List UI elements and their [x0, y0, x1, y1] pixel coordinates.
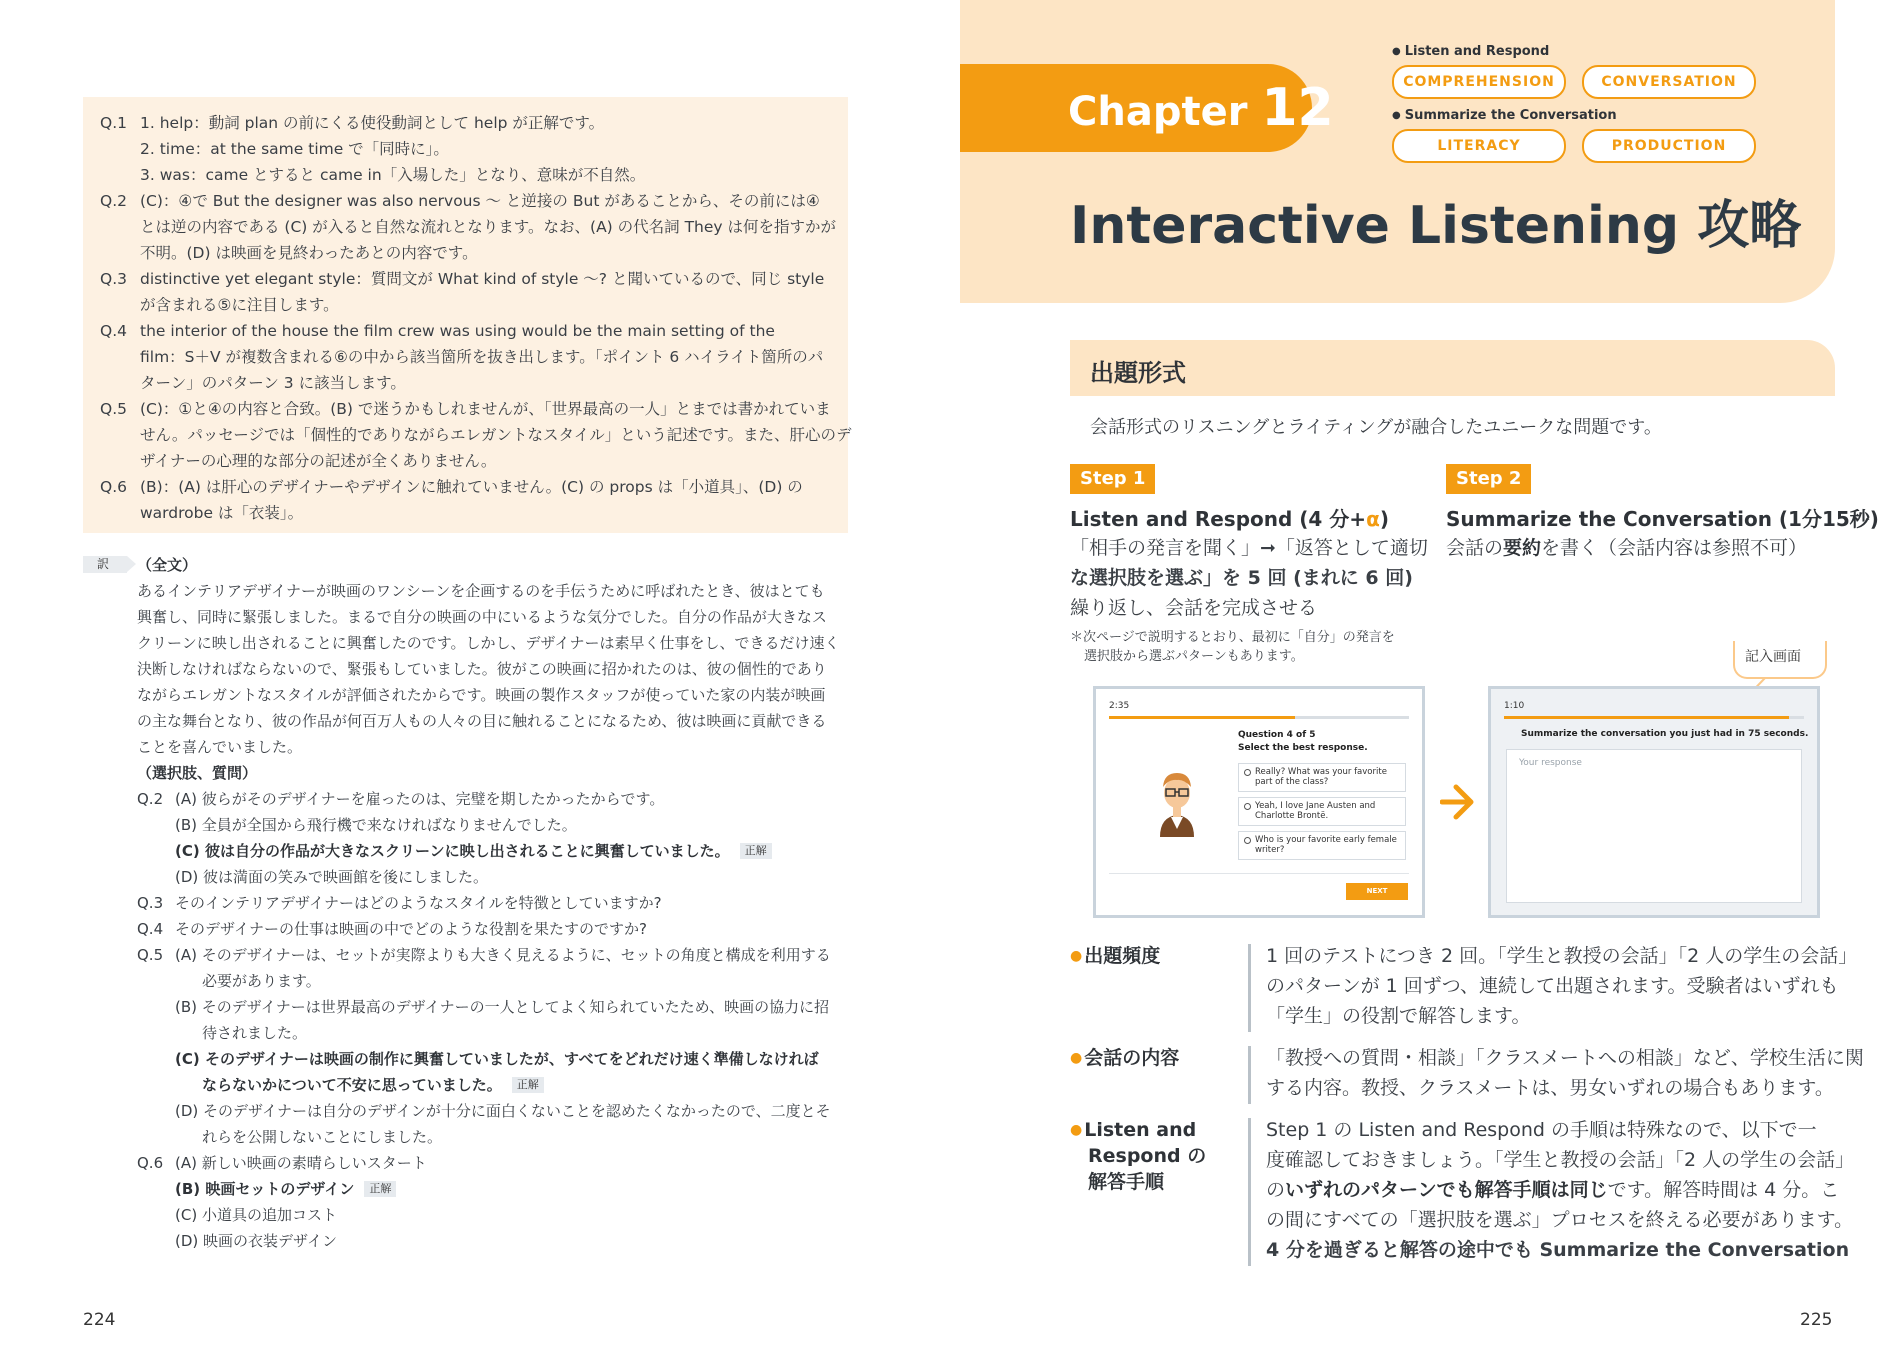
choice-qnum: Q.2: [137, 790, 164, 808]
info-line: の間にすべての「選択肢を選ぶ」プロセスを終える必要があります。: [1266, 1209, 1854, 1231]
mock2-prompt: Summarize the conversation you just had in 75 seconds.: [1521, 729, 1809, 739]
bullet-dot: ●: [1070, 948, 1083, 964]
info-label-content: [1070, 1045, 1179, 1071]
full-text-line: 興奮し、同時に緊張しました。まるで自分の映画の中にいるような気分でした。自分の作品が大きなス: [137, 608, 827, 626]
answer-line: (B)：(A) は肝心のデザイナーやデザインに触れていません。(C) の props は「小道具」、(D) の: [140, 478, 803, 496]
chapter-word: Chapter: [1068, 89, 1248, 135]
answer-line: (C)：④で But the designer was also nervous ～ と逆接の But があることから、その前には④: [140, 192, 820, 210]
mock2-timer: 1:10: [1504, 701, 1525, 711]
answer-line: (C)：①と④の内容と合致。(B) で迷うかもしれませんが、「世界最高の一人」とまでは書かれていま: [140, 400, 831, 418]
info-divider: [1248, 1046, 1251, 1104]
info-text: の: [1266, 1179, 1286, 1201]
choice-text: ならないかについて不安に思っていました。: [202, 1076, 502, 1094]
answer-line: wardrobe は「衣装」。: [140, 504, 304, 522]
chapter-badge: [960, 64, 1334, 152]
choice-line: (C) 小道具の追加コスト: [175, 1206, 337, 1224]
translation-tag: 訳: [83, 556, 127, 573]
choices-heading: （選択肢、質問）: [137, 764, 258, 782]
choice-text: (B) 映画セットのデザイン: [175, 1180, 355, 1198]
callout-label: 記入画面: [1745, 649, 1801, 665]
choice-line: 必要があります。: [202, 972, 321, 990]
response-option[interactable]: Yeah, I love Jane Austen and Charlotte Brontë.: [1238, 797, 1406, 826]
info-label-text: 会話の内容: [1084, 1047, 1180, 1069]
choice-line: [175, 1176, 396, 1202]
step2-bold: 要約: [1503, 537, 1542, 559]
page-number-right: 225: [1800, 1310, 1833, 1330]
choice-qnum: Q.4: [137, 920, 164, 938]
answer-line: distinctive yet elegant style：質問文が What kind of style ～? と聞いているので、同じ style: [140, 270, 825, 288]
mock-screen-listen: [1093, 686, 1425, 918]
alpha-mark: α: [1366, 507, 1380, 531]
section-title: 出題形式: [1090, 359, 1186, 387]
info-bold: いずれのパターンでも解答手順は同じ: [1285, 1179, 1608, 1201]
full-text-line: の主な舞台となり、彼の作品が何百万人もの人々の目に触れることになるため、彼は映画に貢献できる: [137, 712, 827, 730]
next-button[interactable]: NEXT: [1346, 883, 1408, 900]
answer-line: 3. was：came とすると came in「入場した」となり、意味が不自然。: [140, 166, 646, 184]
pill-conversation: CONVERSATION: [1582, 65, 1756, 99]
pill-comprehension: COMPREHENSION: [1392, 65, 1566, 99]
answer-line: ザイナーの心理的な部分の記述が全くありません。: [140, 452, 497, 470]
pill-literacy: LITERACY: [1392, 129, 1566, 163]
mock1-progress-fill: [1109, 716, 1295, 719]
answer-line: ターン」のパターン 3 に該当します。: [140, 374, 406, 392]
choice-line: 待されました。: [202, 1024, 308, 1042]
info-text: です。解答時間は 4 分。こ: [1607, 1179, 1840, 1201]
answer-line: the interior of the house the film crew was using would be the main setting of the: [140, 322, 775, 340]
info-label-procedure-3: 解答手順: [1088, 1171, 1165, 1193]
step2-tag: Step 2: [1446, 464, 1531, 494]
choice-line: そのインテリアデザイナーはどのようなスタイルを特徴としていますか?: [175, 894, 662, 912]
mock2-progress-fill: [1504, 716, 1789, 719]
response-option[interactable]: Really? What was your favorite part of the class?: [1238, 763, 1406, 792]
mock1-instruction: Select the best response.: [1238, 743, 1368, 753]
step1-heading-text: Listen and Respond (4 分+: [1070, 507, 1367, 531]
choice-line: (B) 全員が全国から飛行機で来なければなりませんでした。: [175, 816, 577, 834]
choice-line: (A) 彼らがそのデザイナーを雇ったのは、完璧を期したかったからです。: [175, 790, 665, 808]
choice-line: (D) 映画の衣装デザイン: [175, 1232, 337, 1250]
full-text-line: ことを喜んでいました。: [137, 738, 303, 756]
choice-qnum: Q.5: [137, 946, 164, 964]
mock1-progress-track: [1109, 716, 1409, 719]
answer-line: 2. time：at the same time で「同時に」。: [140, 140, 449, 158]
step1-note: ＊次ページで説明するとおり、最初に「自分」の発言を: [1070, 630, 1395, 645]
answer-line: とは逆の内容である (C) が入ると自然な流れとなります。なお、(A) の代名詞 They は何を指すかが: [140, 218, 837, 236]
bullet-dot: ●: [1070, 1122, 1083, 1138]
step1-tag: Step 1: [1070, 464, 1155, 494]
full-text-line: あるインテリアデザイナーが映画のワンシーンを企画するのを手伝うために呼ばれたとき、彼はとても: [137, 582, 825, 600]
info-line: 「教授への質問・相談」「クラスメートへの相談」など、学校生活に関: [1266, 1047, 1864, 1069]
arrow-right-icon: [1440, 782, 1474, 822]
choice-line: (D) そのデザイナーは自分のデザインが十分に面白くないことを認めたくなかったので、二度とそ: [175, 1102, 831, 1120]
mock-screen-summarize: [1488, 686, 1820, 918]
choice-line: そのデザイナーの仕事は映画の中でどのような役割を果たすのですか?: [175, 920, 647, 938]
info-label-procedure-2: Respond の: [1088, 1145, 1207, 1167]
answer-line: せん。パッセージでは「個性的でありながらエレガントなスタイル」という記述です。また、肝心のデ: [140, 426, 852, 444]
choice-line: れらを公開しないことにしました。: [202, 1128, 443, 1146]
mock1-question: Question 4 of 5: [1238, 730, 1316, 740]
page-title: Interactive Listening 攻略: [1070, 196, 1802, 256]
choice-line: (A) 新しい映画の素晴らしいスタート: [175, 1154, 427, 1172]
pill-production: PRODUCTION: [1582, 129, 1756, 163]
info-line: のパターンが 1 回ずつ、連続して出題されます。受験者はいずれも: [1266, 975, 1839, 997]
step2-line: [1446, 533, 1807, 563]
step1-note: 選択肢から選ぶパターンもあります。: [1084, 649, 1304, 664]
full-text-line: クリーンに映し出されることに興奮したのです。しかし、デザイナーは素早く仕事をし、できるだけ速く: [137, 634, 840, 652]
choice-line: (D) 彼は満面の笑みで映画館を後にしました。: [175, 868, 489, 886]
bullet-dot: ●: [1070, 1050, 1083, 1066]
step2-heading: Summarize the Conversation (1分15秒): [1446, 507, 1879, 531]
info-line: Step 1 の Listen and Respond の手順は特殊なので、以下で一: [1266, 1119, 1817, 1141]
answer-line: が含まれる⑤に注目します。: [140, 296, 339, 314]
full-text-heading: （全文）: [137, 556, 198, 574]
choice-qnum: Q.3: [137, 894, 164, 912]
answer-line: 1. help：動詞 plan の前にくる使役動詞として help が正解です。: [140, 114, 605, 132]
correct-badge: 正解: [740, 843, 772, 859]
step1-line: 繰り返し、会話を完成させる: [1070, 597, 1318, 619]
choice-line: (C) そのデザイナーは映画の制作に興奮していましたが、すべてをどれだけ速く準備しなければ: [175, 1050, 819, 1068]
choice-text: (C) 彼は自分の作品が大きなスクリーンに映し出されることに興奮していました。: [175, 842, 730, 860]
step2-text: を書く（会話内容は参照不可）: [1541, 537, 1808, 559]
response-textarea[interactable]: [1506, 749, 1802, 903]
info-label-text: 出題頻度: [1084, 945, 1161, 967]
answer-line: film：S＋V が複数含まれる⑥の中から該当箇所を抜き出します。「ポイント 6 ハイライト箇所のパ: [140, 348, 824, 366]
info-line: [1266, 1175, 1839, 1205]
mock1-divider: [1109, 873, 1409, 874]
info-label-frequency: [1070, 943, 1160, 969]
choice-line: (A) そのデザイナーは、セットが実際よりも大きく見えるように、セットの角度と構成を利用する: [175, 946, 831, 964]
info-label-text: Listen and: [1084, 1119, 1197, 1141]
category-label-summarize: ● Summarize the Conversation: [1392, 108, 1617, 123]
info-line: する内容。教授、クラスメートは、男女いずれの場合もあります。: [1266, 1077, 1834, 1099]
section-bar: [1070, 340, 1835, 396]
choice-line: [175, 838, 772, 864]
correct-badge: 正解: [364, 1181, 396, 1197]
full-text-line: ながらエレガントなスタイルが評価されたからです。映画の製作スタッフが使っていた家の内装が映画: [137, 686, 826, 704]
answer-line: 不明。(D) は映画を見終わったあとの内容です。: [140, 244, 478, 262]
correct-badge: 正解: [512, 1077, 544, 1093]
step1-line: な選択肢を選ぶ」を 5 回 (まれに 6 回): [1070, 567, 1413, 589]
chapter-number: 12: [1261, 78, 1334, 138]
mock2-progress-track: [1504, 716, 1804, 719]
info-divider: [1248, 944, 1251, 1032]
category-label-listen: ● Listen and Respond: [1392, 44, 1549, 59]
response-option[interactable]: Who is your favorite early female writer?: [1238, 831, 1406, 860]
step1-heading-close: ): [1379, 507, 1389, 531]
page-number-left: 224: [83, 1310, 116, 1330]
lead-text: 会話形式のリスニングとライティングが融合したユニークな問題です。: [1090, 417, 1662, 438]
info-line: 「学生」の役割で解答します。: [1266, 1005, 1531, 1027]
info-line: 4 分を過ぎると解答の途中でも Summarize the Conversation: [1266, 1239, 1850, 1261]
full-text-line: 決断しなければならないので、緊張もしていました。彼がこの映画に招かれたのは、彼の個性的であり: [137, 660, 827, 678]
info-label-procedure: [1070, 1117, 1196, 1143]
step2-text: 会話の: [1446, 537, 1504, 559]
info-line: 度確認しておきましょう。「学生と教授の会話」「2 人の学生の会話」: [1266, 1149, 1855, 1171]
response-placeholder: Your response: [1519, 758, 1582, 768]
avatar: [1154, 767, 1200, 837]
mock1-timer: 2:35: [1109, 701, 1130, 711]
info-divider: [1248, 1118, 1251, 1266]
step1-heading: [1070, 503, 1389, 532]
info-line: 1 回のテストにつき 2 回。「学生と教授の会話」「2 人の学生の会話」: [1266, 945, 1858, 967]
step1-line: 「相手の発言を聞く」➞「返答として適切: [1070, 537, 1428, 559]
choice-line: [202, 1072, 544, 1098]
choice-line: (B) そのデザイナーは世界最高のデザイナーの一人としてよく知られていたため、映画の協力に招: [175, 998, 830, 1016]
choice-qnum: Q.6: [137, 1154, 164, 1172]
